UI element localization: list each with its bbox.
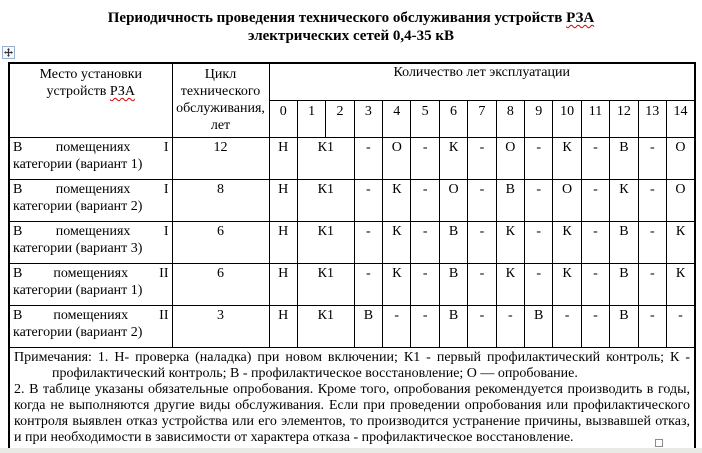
- year-column-header: 7: [468, 101, 496, 138]
- move-cross-icon: [4, 48, 13, 57]
- maintenance-value-cell: О: [496, 138, 524, 180]
- year-column-header: 0: [269, 101, 297, 138]
- maintenance-value-cell: К: [553, 138, 581, 180]
- notes-paragraph-1: Примечания: 1. Н- проверка (наладка) при новом включении; К1 - первый профилактический контроль; К - профилактический контроль; В - профилактическое восстановление; О — опробование.: [14, 350, 690, 381]
- cycle-header-line: технического: [180, 84, 261, 99]
- maintenance-value-cell: -: [581, 306, 609, 348]
- maintenance-value-cell: -: [525, 264, 553, 306]
- maintenance-value-cell: -: [468, 180, 496, 222]
- maintenance-value-cell: -: [468, 138, 496, 180]
- maintenance-value-cell: -: [354, 138, 382, 180]
- year-column-header: 12: [610, 101, 638, 138]
- maintenance-value-cell: -: [638, 306, 666, 348]
- table-row: [9, 306, 695, 348]
- place-cell: В помещениях II категории (вариант 1): [9, 264, 172, 306]
- maintenance-value-cell: -: [354, 180, 382, 222]
- year-column-header: 6: [439, 101, 467, 138]
- place-cell: В помещениях II категории (вариант 2): [9, 306, 172, 348]
- year-column-header: 11: [581, 101, 609, 138]
- page-edge-shadow: [0, 448, 702, 453]
- table-head: [9, 63, 695, 138]
- maintenance-value-cell: -: [411, 306, 439, 348]
- cycle-cell: 6: [172, 264, 269, 306]
- notes-paragraph-2: 2. В таблице указаны обязательные опробования. Кроме того, опробования рекомендуется производить в годы, когда не выполняются другие виды обслуживания. Если при проведении опробования или профилактического контроля выявлен отказ устройства или его элементов, то производится устранение причины, вызвавшей отказ, и при необходимости в зависимости от характера отказа - профилактическое восстановление.: [14, 382, 690, 445]
- maintenance-table: [8, 62, 696, 450]
- title-line-1: [0, 9, 702, 27]
- year-column-header: 2: [326, 101, 354, 138]
- maintenance-value-cell: О: [666, 138, 695, 180]
- maintenance-value-cell: -: [525, 222, 553, 264]
- place-header-text: устройств: [46, 84, 110, 99]
- maintenance-value-cell: К: [610, 180, 638, 222]
- year-column-header: 1: [297, 101, 325, 138]
- maintenance-value-cell: Н: [269, 264, 297, 306]
- maintenance-value-cell: -: [354, 222, 382, 264]
- maintenance-value-cell: -: [383, 306, 411, 348]
- place-header-spellcheck-word: РЗА: [109, 84, 136, 99]
- maintenance-value-cell: О: [383, 138, 411, 180]
- maintenance-value-cell: -: [638, 264, 666, 306]
- maintenance-value-cell: В: [525, 306, 553, 348]
- maintenance-value-cell: Н: [269, 180, 297, 222]
- year-column-header: 3: [354, 101, 382, 138]
- maintenance-value-cell: К1: [297, 138, 354, 180]
- maintenance-value-cell: -: [411, 264, 439, 306]
- maintenance-value-cell: К1: [297, 264, 354, 306]
- year-column-header: 5: [411, 101, 439, 138]
- table-resize-handle[interactable]: [655, 439, 663, 447]
- title-text: Периодичность проведения технического обслуживания устройств: [107, 10, 567, 26]
- year-column-header: 13: [638, 101, 666, 138]
- maintenance-value-cell: Н: [269, 306, 297, 348]
- year-column-header: 10: [553, 101, 581, 138]
- maintenance-value-cell: К: [496, 264, 524, 306]
- year-column-header: 14: [666, 101, 695, 138]
- maintenance-value-cell: В: [610, 306, 638, 348]
- table-row: [9, 180, 695, 222]
- cycle-cell: 6: [172, 222, 269, 264]
- header-row-1: [9, 63, 695, 101]
- maintenance-value-cell: О: [666, 180, 695, 222]
- place-header-line1: Место установки: [39, 67, 143, 82]
- maintenance-value-cell: К: [553, 222, 581, 264]
- maintenance-value-cell: -: [581, 180, 609, 222]
- maintenance-value-cell: -: [525, 180, 553, 222]
- table-row: [9, 138, 695, 180]
- maintenance-value-cell: В: [354, 306, 382, 348]
- maintenance-value-cell: -: [496, 306, 524, 348]
- table-move-handle[interactable]: [2, 46, 15, 59]
- place-cell: В помещениях I категории (вариант 1): [9, 138, 172, 180]
- maintenance-value-cell: К1: [297, 222, 354, 264]
- notes-row: [9, 348, 695, 450]
- maintenance-value-cell: -: [581, 222, 609, 264]
- table-row: [9, 222, 695, 264]
- maintenance-value-cell: К: [666, 264, 695, 306]
- place-header-line2: [11, 83, 171, 100]
- maintenance-value-cell: К1: [297, 180, 354, 222]
- cycle-header-cell: [172, 63, 269, 138]
- cycle-header-line: Цикл: [204, 67, 237, 82]
- maintenance-value-cell: -: [525, 138, 553, 180]
- maintenance-value-cell: -: [553, 306, 581, 348]
- table-foot: [9, 348, 695, 450]
- maintenance-value-cell: К1: [297, 306, 354, 348]
- notes-cell: [9, 348, 695, 450]
- maintenance-value-cell: -: [638, 138, 666, 180]
- years-header-cell: Количество лет эксплуатации: [269, 63, 695, 101]
- title-spellcheck-word: РЗА: [566, 10, 595, 26]
- maintenance-value-cell: -: [468, 306, 496, 348]
- maintenance-value-cell: -: [411, 222, 439, 264]
- maintenance-value-cell: В: [439, 222, 467, 264]
- cycle-cell: 3: [172, 306, 269, 348]
- maintenance-value-cell: -: [666, 306, 695, 348]
- maintenance-value-cell: -: [354, 264, 382, 306]
- maintenance-value-cell: О: [553, 180, 581, 222]
- maintenance-value-cell: -: [411, 180, 439, 222]
- year-column-header: 4: [383, 101, 411, 138]
- maintenance-value-cell: В: [610, 222, 638, 264]
- place-cell: В помещениях I категории (вариант 3): [9, 222, 172, 264]
- maintenance-value-cell: -: [638, 180, 666, 222]
- maintenance-value-cell: В: [439, 264, 467, 306]
- maintenance-value-cell: К: [383, 222, 411, 264]
- table-body: [9, 138, 695, 348]
- maintenance-value-cell: К: [496, 222, 524, 264]
- year-column-header: 8: [496, 101, 524, 138]
- maintenance-value-cell: В: [610, 264, 638, 306]
- place-header-cell: [9, 63, 172, 138]
- maintenance-value-cell: -: [581, 138, 609, 180]
- cycle-cell: 12: [172, 138, 269, 180]
- maintenance-value-cell: К: [553, 264, 581, 306]
- maintenance-value-cell: В: [496, 180, 524, 222]
- maintenance-value-cell: О: [439, 180, 467, 222]
- maintenance-value-cell: В: [439, 306, 467, 348]
- table-row: [9, 264, 695, 306]
- maintenance-value-cell: К: [666, 222, 695, 264]
- maintenance-value-cell: В: [610, 138, 638, 180]
- cycle-header-line: обслуживания,: [176, 101, 265, 116]
- maintenance-value-cell: К: [439, 138, 467, 180]
- year-column-header: 9: [525, 101, 553, 138]
- maintenance-value-cell: Н: [269, 222, 297, 264]
- place-cell: В помещениях I категории (вариант 2): [9, 180, 172, 222]
- document-title: [0, 9, 702, 45]
- cycle-cell: 8: [172, 180, 269, 222]
- maintenance-value-cell: К: [383, 180, 411, 222]
- maintenance-value-cell: К: [383, 264, 411, 306]
- maintenance-value-cell: -: [411, 138, 439, 180]
- maintenance-value-cell: -: [468, 264, 496, 306]
- maintenance-value-cell: -: [581, 264, 609, 306]
- maintenance-value-cell: Н: [269, 138, 297, 180]
- maintenance-value-cell: -: [468, 222, 496, 264]
- maintenance-value-cell: -: [638, 222, 666, 264]
- title-line-2: электрических сетей 0,4-35 кВ: [247, 28, 454, 44]
- cycle-header-line: лет: [210, 118, 231, 133]
